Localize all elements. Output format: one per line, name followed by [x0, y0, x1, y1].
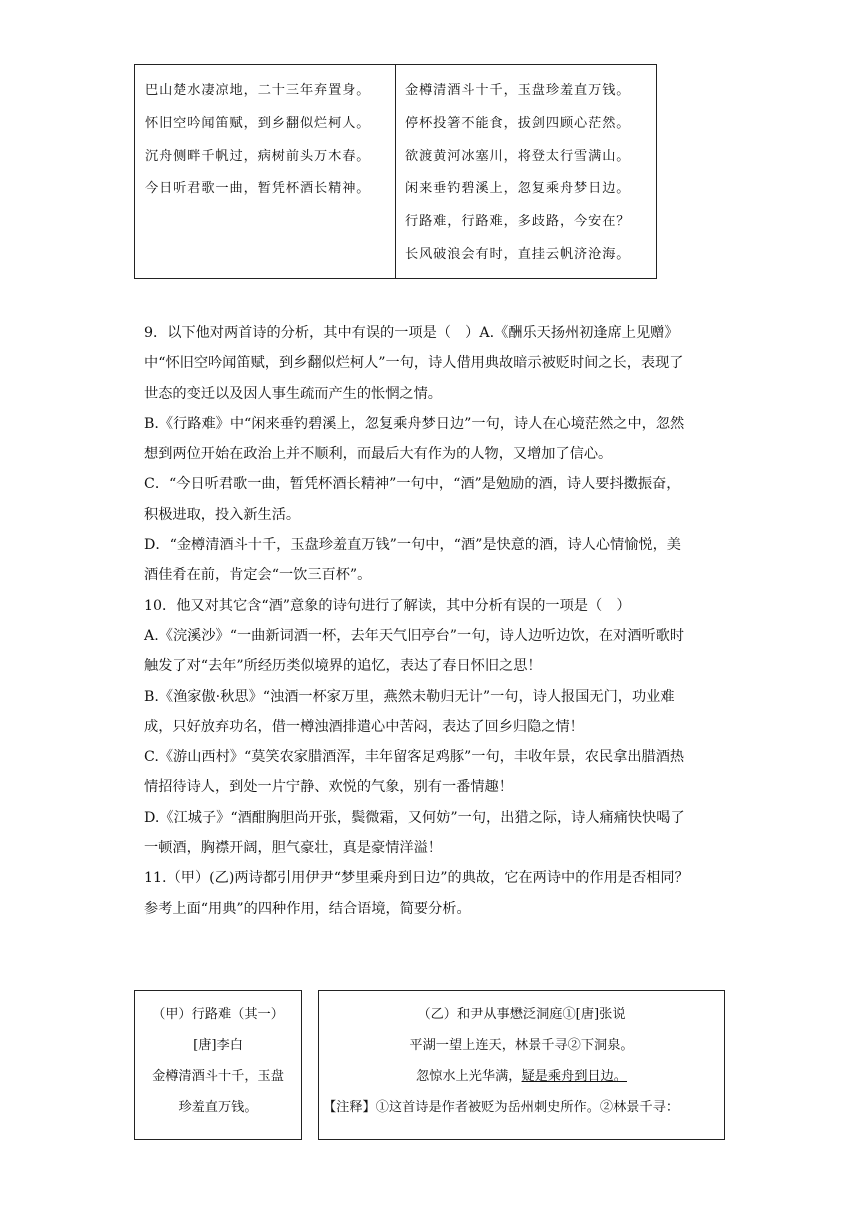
question-paragraph: [144, 318, 728, 409]
question-paragraph: [144, 742, 728, 803]
question-paragraph: [144, 591, 728, 621]
poem-text: 忽惊水上光华满，: [416, 1069, 522, 1084]
poem-line: [319, 1061, 724, 1092]
question-line: 参考上面“用典”的四种作用，结合语境，简要分析。: [144, 900, 471, 917]
question-line: 成，只好放弃功名，借一樽浊酒排遣心中苦闷，表达了回乡归隐之情！: [144, 718, 584, 735]
question-paragraph: [144, 409, 728, 470]
poem-line: 欲渡黄河冰塞川，将登太行雪满山。: [405, 148, 631, 164]
question-line: 触发了对“去年”所经历类似境界的追忆，表达了春日怀旧之思！: [144, 658, 542, 675]
poem-line: 行路难，行路难，多歧路，今安在？: [405, 214, 631, 230]
question-paragraph: [144, 682, 728, 743]
poem-line: 怀旧空吟闻笛赋，到乡翻似烂柯人。: [145, 115, 371, 131]
poem-title: （甲）行路难（其一）: [152, 1007, 284, 1022]
question-line: 情招待诗人，到处一片宁静、欢悦的气象，别有一番情趣！: [144, 779, 513, 796]
poem-line: 闲来垂钓碧溪上，忽复乘舟梦日边。: [405, 181, 631, 197]
poem-box-jia: [134, 990, 302, 1140]
poem-author: [唐]李白: [193, 1038, 243, 1053]
question-line: 酒佳肴在前，肯定会“一饮三百杯”。: [144, 567, 372, 584]
poem-line: 长风破浪会有时，直挂云帆济沧海。: [405, 246, 631, 262]
question-line: 积极进取，投入新生活。: [144, 506, 301, 523]
question-line: 9．以下他对两首诗的分析，其中有误的一项是（ ）A.《酬乐天扬州初逢席上见赠》: [144, 325, 679, 341]
poem-left-column: [135, 65, 396, 278]
question-paragraph: [144, 530, 728, 591]
poem-line: 平湖一望上连天，林景千寻②下洞泉。: [409, 1038, 634, 1053]
question-paragraph: [144, 803, 728, 864]
poem-right-column: [396, 65, 656, 278]
question-line: 想到两位开始在政治上并不顺利，而最后大有作为的人物，又增加了信心。: [144, 446, 613, 463]
question-line: 10．他又对其它含“酒”意象的诗句进行了解读，其中分析有误的一项是（ ）: [144, 597, 631, 614]
poem-box-yi: [318, 990, 725, 1140]
poem-line: 珍羞直万钱。: [178, 1100, 258, 1115]
poem-line: 金樽清酒斗十千，玉盘: [152, 1069, 284, 1084]
poem-note: 【注释】①这首诗是作者被贬为岳州刺史所作。②林景千寻：: [323, 1100, 680, 1115]
question-line: 中“怀旧空吟闻笛赋，到乡翻似烂柯人”一句，诗人借用典故暗示被贬时间之长，表现了: [144, 355, 684, 372]
underlined-poem-text: 疑是乘舟到日边。: [521, 1069, 627, 1084]
question-paragraph: [144, 469, 728, 530]
question-paragraph: [144, 621, 728, 682]
question-line: B.《行路难》中“闲来垂钓碧溪上，忽复乘舟梦日边”一句，诗人在心境茫然之中，忽然: [144, 415, 685, 432]
question-line: 11.（甲）(乙)两诗都引用伊尹“梦里乘舟到日边”的典故，它在两诗中的作用是否相同？: [144, 870, 689, 887]
poem-line: 今日听君歌一曲，暂凭杯酒长精神。: [145, 181, 371, 197]
question-line: C．“今日听君歌一曲，暂凭杯酒长精神”一句中，“酒”是勉励的酒，诗人要抖擞振奋，: [144, 476, 681, 493]
question-line: B.《渔家傲·秋思》“浊酒一杯家万里，燕然未勒归无计”一句，诗人报国无门，功业难: [144, 688, 675, 705]
question-line: 世态的变迁以及因人事生疏而产生的怅惘之情。: [144, 385, 442, 402]
question-line: C.《游山西村》“莫笑农家腊酒浑，丰年留客足鸡豚”一句，丰收年景，农民拿出腊酒热: [144, 749, 685, 766]
question-line: 一顿酒，胸襟开阔，胆气豪壮，真是豪情洋溢！: [144, 840, 442, 857]
poem-line: 停杯投箸不能食，拔剑四顾心茫然。: [405, 115, 631, 131]
question-line: D．“金樽清酒斗十千，玉盘珍羞直万钱”一句中，“酒”是快意的酒，诗人心情愉悦，美: [144, 537, 681, 554]
question-line: D.《江城子》“酒酣胸胆尚开张，鬓微霜，又何妨”一句，出猎之际，诗人痛痛快快喝了: [144, 809, 685, 826]
poem-line: 巴山楚水凄凉地，二十三年弃置身。: [145, 83, 371, 98]
question-line: A.《浣溪沙》“一曲新词酒一杯，去年天气旧亭台”一句，诗人边听边饮，在对酒听歌时: [144, 627, 685, 644]
poem-line: 沉舟侧畔千帆过，病树前头万木春。: [145, 148, 371, 164]
question-paragraph: [144, 863, 728, 924]
poem-comparison-table: [134, 64, 657, 279]
poem-line: 金樽清酒斗十千，玉盘珍羞直万钱。: [405, 83, 631, 98]
question-list: [144, 318, 728, 924]
poem-title: （乙）和尹从事懋泛洞庭①[唐]张说: [417, 1007, 626, 1022]
